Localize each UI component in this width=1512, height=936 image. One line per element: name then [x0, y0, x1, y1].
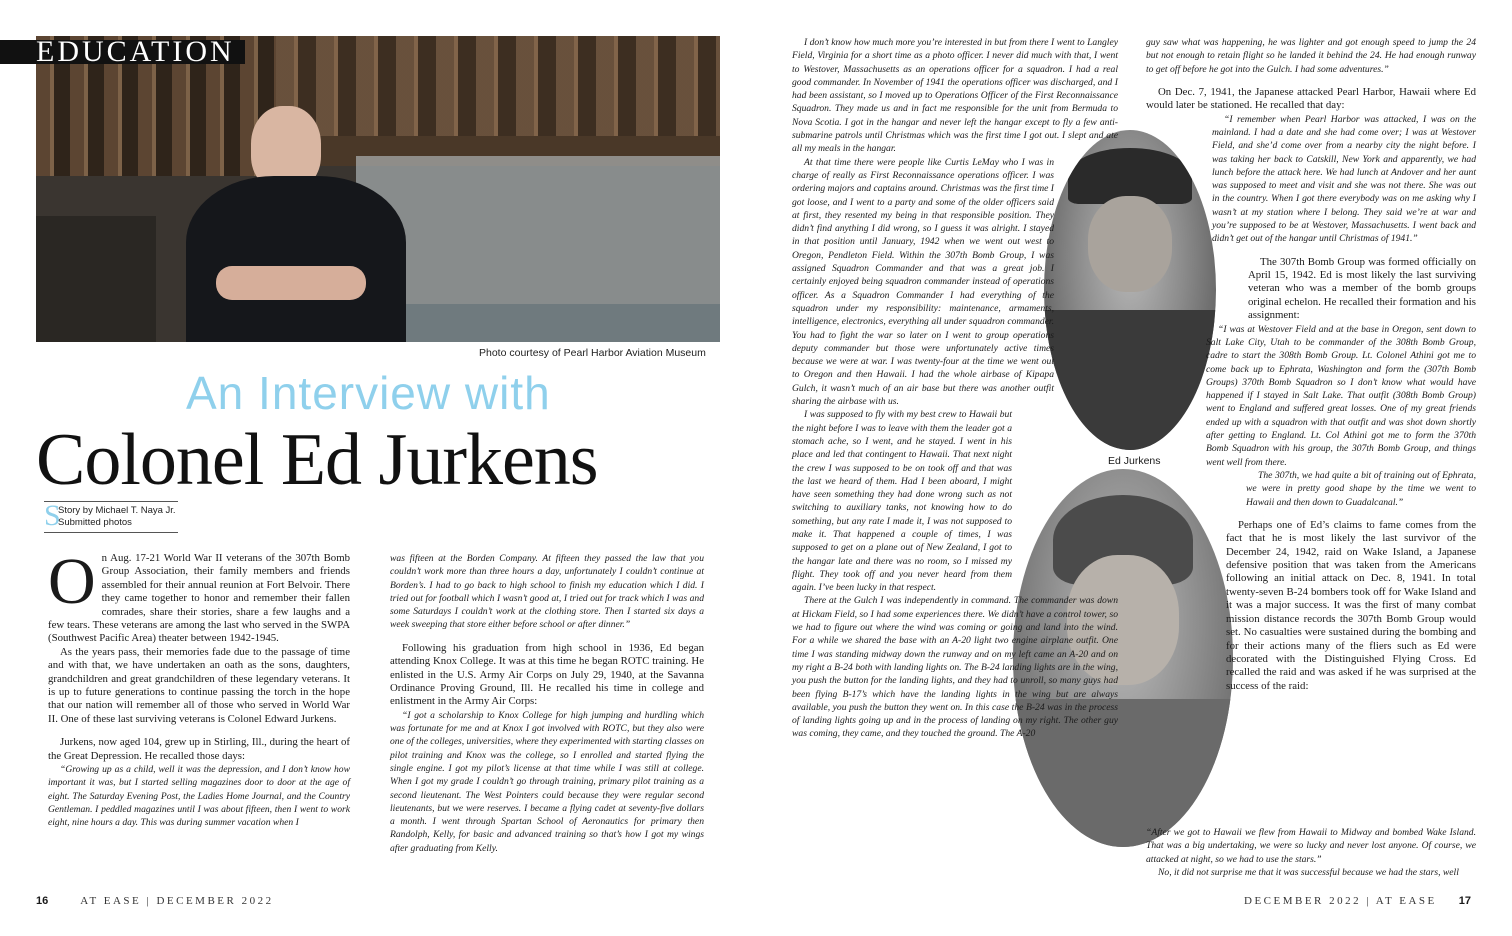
bottom-quotes — [1146, 826, 1476, 879]
col1-p1: n Aug. 17-21 World War II veterans of the 307th Bomb Group Association, their family members and friends assembled for their annual reunion at Fort Belvoir. There they came together to honor and remember their fallen comrades, share their stories, share a few laughs and a few tears. These veterans are among the last who served in the SWPA (Southwest Pacific Area) theater between 1942-1945. — [48, 552, 350, 645]
title-line-2: Colonel Ed Jurkens — [36, 419, 598, 501]
byline — [44, 501, 178, 533]
col2-q1: was fifteen at the Borden Company. At fifteen they passed the law that you couldn’t work more than three hours a day, unfortunately I couldn’t continue at Borden’s. I had to go back to high school to finish my education which I did. I tried out for football which I wasn’t good at, I tried out for track which I was and some Saturdays I couldn’t work at the clothing store. Then I started six days a week sweeping that store either before school or after dinner.” — [390, 553, 704, 631]
column-1 — [48, 545, 350, 830]
col1-p3: Jurkens, now aged 104, grew up in Stirling, Ill., during the heart of the Great Depression. He recalled those days: — [48, 736, 350, 762]
byline-mark: S — [44, 499, 61, 532]
col4-q6: No, it did not surprise me that it was successful because we had the stars, well — [1158, 866, 1459, 878]
col3-q2: At that time there were people like Curtis LeMay who I was in charge of really as First Reconnaissance operations officer. I was ordering majors and captains around. Christmas was the first time I got loose, and I went to a party and some of the older officers said at first, they resented my being in that responsible position. They didn’t find anything I did wrong, so I guess it was alright. I stayed in that position until January, 1942 when we went out west to Oregon, Pendleton Field. Within the 307th Bomb Group, I was assigned Squadron Commander and that was a great job. I certainly enjoyed being squadron commander instead of operations officer. As a Squadron Commander I had everything of the squadron under my responsibility: maintenance, armaments, intelligence, electronics, everything all under squadron commander. You had to fight the war so later on I went to group operations deputy commander but those were unfortunately active times because we were at war. I was twenty-four at the time we went out to Oregon and then Hawaii. I had the whole airbase of Kipapa Gulch, it wasn’t much of an air base but there was another outfit sharing the airbase with us. — [792, 156, 1054, 408]
byline-photos: Submitted photos — [58, 517, 132, 528]
section-label-text: EDUCATION — [36, 35, 235, 68]
col1-p2: As the years pass, their memories fade due to the passage of time and with that, we have undertaken an oath as the sons, daughters, grandchildren and great grandchildren of these legendary veterans. It is up to future generations to continue passing the torch in the hope that our nation will remember all of those who served in World War II. One of these last surviving veterans is Colonel Edward Jurkens. — [48, 645, 350, 725]
footer-right — [1244, 891, 1471, 909]
col2-q2: “I got a scholarship to Knox College for high jumping and hurdling which was fortunate for me and at Knox I got involved with ROTC, but they also were one of the colleges, universities, where they experimented with starting classes on pilot training and Knox was the college, so I enrolled and started flying the single engine. I got my pilot’s license at that time while I was still at college. When I got my grade I couldn’t go through training, primary pilot training as a second lieutenant. The West Pointers could because they were regular second lieutenants, but we were reserves. I became a flying cadet at seventy-five dollars a month. I went through Spartan School of Aeronautics for primary then Randolph, Kelly, for basic and advanced training so that’s how I got my wings after graduating from Kelly. — [390, 709, 704, 854]
footer-right-text: DECEMBER 2022 | AT EASE — [1244, 895, 1437, 907]
col3-q3: I was supposed to fly with my best crew to Hawaii but the night before I was to leave with them the leader got a stomach ache, so I went, and he stayed. I went in his place and led that contingent to Hawaii. That next night the crew I was supposed to be on took off and that was the last we heard of them. Had I been aboard, I might have seen something they had done wrong such as not switching to auxiliary tanks, not knowing how to do something, but any rate I made it, I was not supposed to make it. That happened a couple of times, I was supposed to get on a plane out of New Zealand, I got to the hangar late and there was no room, so I missed my flight. They took off and you never heard from them again. I’ve been lucky in that respect. — [792, 409, 1012, 594]
col3-q1: I don’t know how much more you’re interested in but from there I went to Langley Field, Virginia for a short time as a photo officer. I never did much with that, I went to Westover, Massachusetts as an operations officer for a squadron. I had a real good commander. In November of 1941 the operations officer was discharged, and I had been assistant, so I moved up to Operations Officer of the First Reconnaissance Squadron. They made us and in fact me responsible for the unit from Bermuda to Nova Scotia. I got in the hangar and never left the hangar except to fly a few anti-submarine patrols until Christmas which was the first time I got out. I slept and ate all my meals in the hangar. — [792, 37, 1118, 155]
byline-author: Story by Michael T. Naya Jr. — [58, 505, 176, 516]
caption-ed-jurkens: Ed Jurkens — [1108, 455, 1161, 467]
col1-q1: “Growing up as a child, well it was the depression, and I don’t know how important it was, but I started selling magazines door to door at the age of eight. The Saturday Evening Post, the Ladies Home Journal, and the Country Gentleman. I peddled magazines until I was about fifteen, then I went to work eight, nine hours a day. This was during summer vacation when I — [48, 764, 350, 829]
page-number-right: 17 — [1458, 895, 1471, 907]
col4-p2: The 307th Bomb Group was formed officially on April 15, 1942. Ed is most likely the last surviving veteran who was a member of the bomb groups original echelon. He recalled their formation and his assignment: — [1248, 255, 1476, 322]
column-3 — [792, 36, 1118, 741]
drop-cap: O — [48, 545, 96, 618]
col4-q4: The 307th, we had quite a bit of training out of Ephrata, we were in pretty good shape by the time we went to Hawaii and then down to Guadalcanal.” — [1246, 469, 1476, 508]
main-photo — [36, 36, 720, 342]
column-4 — [1146, 36, 1476, 693]
col4-p3: Perhaps one of Ed’s claims to fame comes from the fact that he is most likely the last survivor of the December 24, 1942, raid on Wake Island, a Japanese defensive position that was taken from the Americans following an initial attack on Dec. 8, 1941. In total twenty-seven B-24 bombers took off for Wake Island and it was a major success. It was the first of many combat mission distance records the 307th Bomb Group would set. No casualties were sustained during the bombing and for their actions many of the fliers such as Ed were decorated with the Distinguished Flying Cross. Ed recalled the raid and was asked if he was surprised at the success of the raid: — [1226, 518, 1476, 692]
col4-q3: “I was at Westover Field and at the base in Oregon, sent down to Salt Lake City, Utah to be commander of the 308th Bomb Group, cadre to start the 308th Bomb Group. Lt. Colonel Athini got me to come back up to Ephrata, Washington and form the (307th Bomb Groups) 370th Bomb Squadron so I don’t know what would have happened if I stayed in Salt Lake. That outfit (308th Bomb Group) went to England and suffered great losses. One of my great friends ended up with a squadron with that outfit and was shot down shortly after getting to England. Lt. Col Athini got me to form the 370th Bomb Squadron with his group, the 307th Bomb Group, and things went well from there. — [1206, 323, 1476, 468]
title-line-1: An Interview with — [186, 367, 551, 419]
footer-left — [36, 891, 274, 909]
col4-q1: guy saw what was happening, he was lighter and got enough speed to jump the 24 but not enough to retain flight so he landed it behind the 24. He had enough runway to get off before he got into the Gulch. I had some adventures.” — [1146, 37, 1476, 75]
column-2 — [390, 552, 704, 855]
footer-left-text: AT EASE | DECEMBER 2022 — [80, 895, 274, 907]
col2-p1: Following his graduation from high school in 1936, Ed began attending Knox College. It was at this time he began ROTC training. He enlisted in the U.S. Army Air Corps on July 29, 1940, at the Savanna Ordinance Proving Ground, Ill. He recalled his time in college and enlistment in the Army Air Corps: — [390, 641, 704, 708]
col4-q2: “I remember when Pearl Harbor was attacked, I was on the mainland. I had a date and she had come over; I was at Westover Field, and she’d come over from a nearby city the night before. I was taking her back to Catskill, New York and apparently, we had lunch before the attack here. We had lunch at Andover and her aunt was supposed to meet and visit and she was not there. She was out in the country. When I got there everybody was on me asking why I wasn’t at my station where I belong. They said we’re at war and you’re supposed to be at Westover, Massachusetts. I went back and didn’t get out of the hangar until Christmas of 1941.” — [1212, 113, 1476, 245]
section-label — [0, 35, 245, 68]
photo-credit: Photo courtesy of Pearl Harbor Aviation Museum — [479, 347, 706, 359]
page-number-left: 16 — [36, 895, 49, 907]
col4-p1: On Dec. 7, 1941, the Japanese attacked Pearl Harbor, Hawaii where Ed would later be stationed. He recalled that day: — [1146, 85, 1476, 112]
col3-q4: There at the Gulch I was independently in command. The commander was down at Hickam Field, so I had some experiences there. We didn’t have a control tower, so we had to figure out where the wind was coming or going and land into the wind. For a while we shared the base with an A-20 light two engine airplane outfit. One time I was standing midway down the runway and on my left came an A-20 and on my right a B-24 both with landing lights on. The B-24 landing lights are in the wing, you push the button for the landing lights, and they had to unroll, so many guys had been flying B-17’s which have the landing lights in the wing but are always available, you push the button they went on. In this case the B-24 was in the process of landing lights going up and in the process of landing on my right. The other guy was coming, they came, and they touched the ground. The A-20 — [792, 595, 1118, 740]
col4-q5: “After we got to Hawaii we flew from Hawaii to Midway and bombed Wake Island. That was a big undertaking, we were so lucky and never lost anyone. Of course, we attacked at night, so we had to use the stars.” — [1146, 827, 1476, 865]
